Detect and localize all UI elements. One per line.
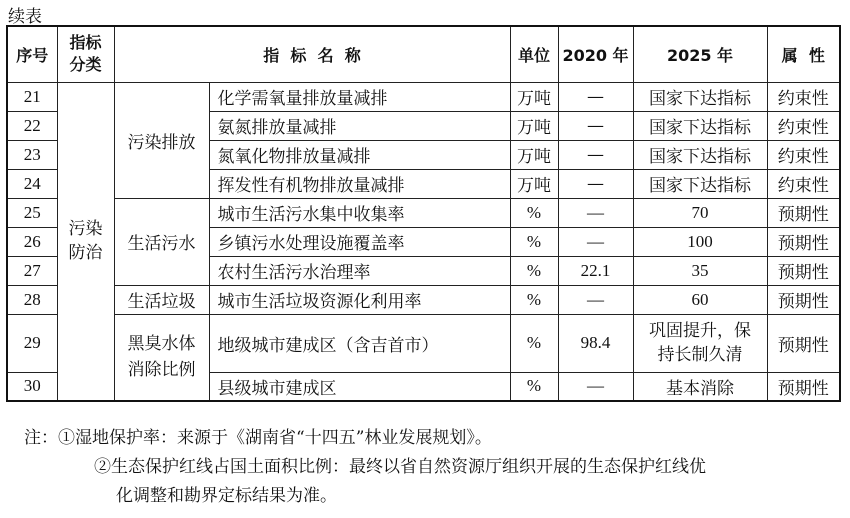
table-row <box>7 198 840 227</box>
row-no: 25 <box>7 198 57 227</box>
row-no: 29 <box>7 314 57 372</box>
row-name: 挥发性有机物排放量减排 <box>209 169 510 198</box>
note-2-continued: 化调整和勘界定标结果为准。 <box>116 486 337 506</box>
big-group-cell: 污染 防治 <box>57 82 114 401</box>
header-row <box>7 26 840 82</box>
row-unit: 万吨 <box>510 111 558 140</box>
group-pollution-emission: 污染排放 <box>114 82 209 198</box>
row-2020: — <box>558 169 633 198</box>
row-attr: 约束性 <box>767 82 840 111</box>
row-2020: — <box>558 198 633 227</box>
row-attr: 预期性 <box>767 372 840 401</box>
row-2020: — <box>558 285 633 314</box>
row-2025: 基本消除 <box>633 372 767 401</box>
row-attr: 约束性 <box>767 140 840 169</box>
header-name: 指 标 名 称 <box>114 26 510 82</box>
row-2020: — <box>558 227 633 256</box>
row-2025: 70 <box>633 198 767 227</box>
row-name: 城市生活污水集中收集率 <box>209 198 510 227</box>
table-row <box>7 314 840 372</box>
row-attr: 预期性 <box>767 227 840 256</box>
row-attr: 约束性 <box>767 111 840 140</box>
row-no: 26 <box>7 227 57 256</box>
row-2025: 100 <box>633 227 767 256</box>
row-name: 地级城市建成区（含吉首市） <box>209 314 510 372</box>
row-2020: — <box>558 372 633 401</box>
row-name: 氨氮排放量减排 <box>209 111 510 140</box>
row-no: 24 <box>7 169 57 198</box>
row-name: 氮氧化物排放量减排 <box>209 140 510 169</box>
row-unit: % <box>510 198 558 227</box>
group-domestic-waste: 生活垃圾 <box>114 285 209 314</box>
note-1: 注：①湿地保护率：来源于《湖南省“十四五”林业发展规划》。 <box>24 428 492 448</box>
header-unit: 单位 <box>510 26 558 82</box>
note-2: ②生态保护红线占国土面积比例：最终以省自然资源厅组织开展的生态保护红线优 <box>94 457 706 477</box>
header-attr: 属 性 <box>767 26 840 82</box>
row-unit: % <box>510 227 558 256</box>
header-2025: 2025 年 <box>633 26 767 82</box>
row-attr: 约束性 <box>767 169 840 198</box>
row-no: 28 <box>7 285 57 314</box>
row-2025: 国家下达指标 <box>633 111 767 140</box>
row-2025: 国家下达指标 <box>633 169 767 198</box>
row-unit: 万吨 <box>510 140 558 169</box>
continued-label: 续表 <box>8 7 42 27</box>
row-attr: 预期性 <box>767 256 840 285</box>
row-2025: 35 <box>633 256 767 285</box>
row-2020: 22.1 <box>558 256 633 285</box>
row-name: 城市生活垃圾资源化利用率 <box>209 285 510 314</box>
row-no: 23 <box>7 140 57 169</box>
row-unit: % <box>510 256 558 285</box>
row-name: 农村生活污水治理率 <box>209 256 510 285</box>
row-no: 27 <box>7 256 57 285</box>
row-2020: — <box>558 82 633 111</box>
row-name: 乡镇污水处理设施覆盖率 <box>209 227 510 256</box>
table-row <box>7 285 840 314</box>
row-2025: 国家下达指标 <box>633 82 767 111</box>
row-attr: 预期性 <box>767 198 840 227</box>
row-attr: 预期性 <box>767 314 840 372</box>
row-2025: 巩固提升，保 持长制久清 <box>633 314 767 372</box>
row-unit: % <box>510 372 558 401</box>
row-unit: % <box>510 285 558 314</box>
row-unit: 万吨 <box>510 82 558 111</box>
row-no: 22 <box>7 111 57 140</box>
row-name: 化学需氧量排放量减排 <box>209 82 510 111</box>
header-category: 指标 分类 <box>57 26 114 82</box>
row-unit: 万吨 <box>510 169 558 198</box>
row-no: 21 <box>7 82 57 111</box>
row-2025: 国家下达指标 <box>633 140 767 169</box>
row-unit: % <box>510 314 558 372</box>
header-no: 序号 <box>7 26 57 82</box>
table-notes <box>6 424 846 511</box>
header-2020: 2020 年 <box>558 26 633 82</box>
row-2020: — <box>558 111 633 140</box>
indicator-table <box>6 25 841 402</box>
row-name: 县级城市建成区 <box>209 372 510 401</box>
group-domestic-sewage: 生活污水 <box>114 198 209 285</box>
table-row <box>7 82 840 111</box>
row-attr: 预期性 <box>767 285 840 314</box>
group-black-odorous-water: 黑臭水体 消除比例 <box>114 314 209 401</box>
row-2025: 60 <box>633 285 767 314</box>
row-2020: 98.4 <box>558 314 633 372</box>
row-no: 30 <box>7 372 57 401</box>
row-2020: — <box>558 140 633 169</box>
